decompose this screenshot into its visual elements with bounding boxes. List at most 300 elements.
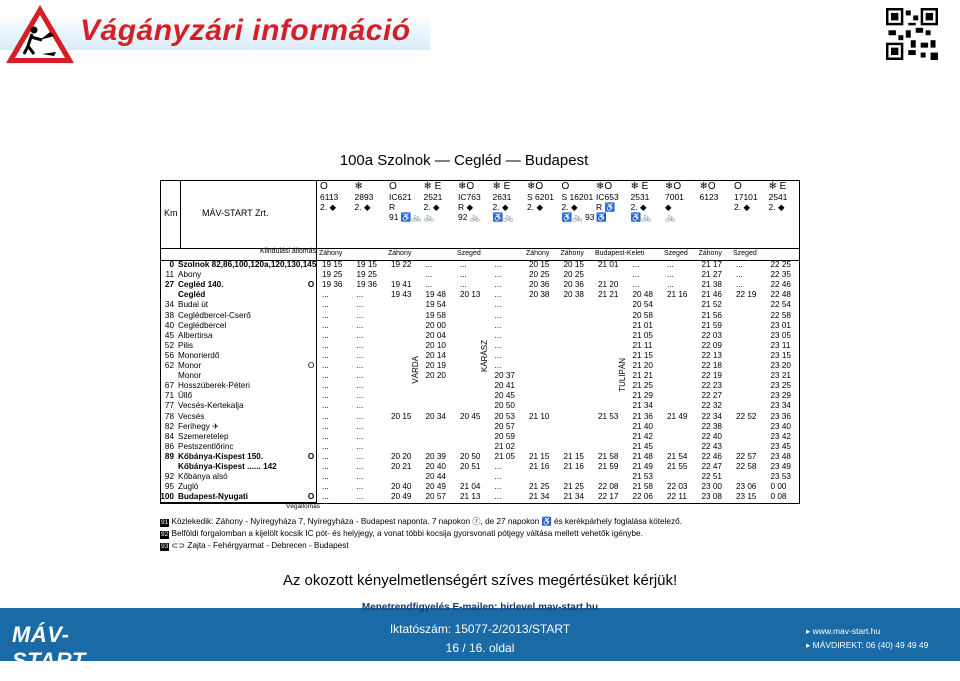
footnotes bbox=[160, 516, 682, 552]
time-cell: 23 15 bbox=[736, 492, 757, 502]
station-name: Kőbánya alsó bbox=[178, 472, 228, 482]
time-cell: ... bbox=[356, 350, 364, 360]
train-origin: Záhony bbox=[560, 250, 584, 257]
time-cell: 23 34 bbox=[770, 401, 791, 411]
time-cell: 21 38 bbox=[701, 280, 722, 290]
station-km: 0 bbox=[169, 260, 174, 269]
time-cell: 22 17 bbox=[598, 492, 619, 502]
train-origin: Záhony bbox=[698, 250, 722, 257]
time-cell: 21 53 bbox=[598, 411, 619, 421]
station-row bbox=[160, 280, 320, 290]
time-cell: ... bbox=[736, 270, 743, 280]
train-feat: 🚲 bbox=[423, 212, 435, 222]
train-num: 2541 bbox=[768, 192, 788, 202]
time-cell: ... bbox=[322, 300, 329, 310]
time-cell: 20 25 bbox=[529, 270, 550, 280]
time-cell: 20 34 bbox=[425, 411, 446, 421]
time-cell: 22 18 bbox=[701, 361, 722, 370]
time-cell: 19 41 bbox=[391, 280, 412, 290]
time-cell: ... bbox=[460, 270, 467, 280]
station-name: Kőbánya-Kispest 150. bbox=[178, 451, 264, 461]
station-row bbox=[160, 290, 320, 300]
station-name: Budapest-Nyugati bbox=[178, 492, 249, 502]
time-cell: 20 04 bbox=[425, 330, 446, 340]
time-cell: 21 11 bbox=[632, 340, 653, 350]
station-marker: O bbox=[307, 451, 315, 461]
time-cell: 22 25 bbox=[770, 260, 791, 269]
station-km: 89 bbox=[164, 451, 174, 461]
station-km: 38 bbox=[164, 310, 174, 320]
time-cell: ... bbox=[356, 320, 364, 330]
time-cell: ... bbox=[356, 340, 364, 350]
train-origin: Záhony bbox=[388, 250, 412, 257]
time-cell: ... bbox=[356, 462, 364, 471]
time-cell: 22 13 bbox=[701, 350, 722, 360]
train-header bbox=[631, 182, 665, 222]
station-name: Üllő bbox=[178, 391, 193, 401]
train-header bbox=[734, 182, 768, 212]
time-cell: 20 57 bbox=[494, 421, 515, 431]
station-row bbox=[160, 442, 320, 452]
time-cell: 20 15 bbox=[563, 260, 584, 269]
time-cell: 20 36 bbox=[563, 280, 584, 290]
train-origin: Szeged bbox=[733, 250, 757, 257]
station-name: Vecsés-Kertekalja bbox=[178, 401, 244, 411]
time-cell: ... bbox=[322, 431, 329, 441]
train-feat: ♿ bbox=[596, 212, 607, 222]
time-cell: ... bbox=[322, 340, 329, 350]
time-cell: ... bbox=[736, 280, 743, 290]
time-cell: 23 08 bbox=[701, 492, 722, 502]
time-cell: 20 54 bbox=[632, 300, 653, 310]
time-cell: ... bbox=[632, 260, 640, 269]
time-cell: ... bbox=[322, 320, 329, 330]
station-row bbox=[160, 482, 320, 492]
contact-info bbox=[806, 624, 928, 652]
time-cell: ... bbox=[356, 361, 364, 370]
time-cell: ... bbox=[322, 492, 329, 502]
train-sym: ❄O bbox=[665, 181, 682, 192]
time-cell: ... bbox=[632, 270, 640, 280]
time-cell: 21 54 bbox=[667, 451, 688, 461]
time-cell: 21 25 bbox=[563, 482, 584, 492]
station-km: 27 bbox=[164, 280, 174, 290]
train-num: S 6201 bbox=[527, 192, 554, 202]
train-cls: 2. ◆ bbox=[423, 202, 440, 212]
train-origin: Budapest-Keleti bbox=[595, 250, 645, 257]
arrival-station-header: Végállomás bbox=[286, 503, 320, 510]
train-num: 2531 bbox=[630, 192, 650, 202]
time-cell: 22 43 bbox=[701, 441, 722, 451]
station-name: Monor bbox=[178, 371, 202, 381]
time-cell: 20 45 bbox=[460, 411, 481, 421]
time-cell: 20 00 bbox=[425, 320, 446, 330]
time-cell: 21 15 bbox=[529, 451, 550, 461]
train-header bbox=[389, 182, 423, 222]
website-link[interactable]: ▸ www.mav-start.hu bbox=[806, 626, 881, 636]
time-cell: 20 53 bbox=[494, 411, 515, 421]
station-name: Pilis bbox=[178, 340, 194, 350]
timetable-title: 100a Szolnok — Cegléd — Budapest bbox=[339, 152, 589, 169]
time-cell: 23 15 bbox=[770, 350, 791, 360]
train-sym: ❄ E bbox=[630, 181, 649, 192]
time-cell: 21 58 bbox=[632, 482, 653, 492]
train-origin: Szeged bbox=[457, 250, 481, 257]
time-cell: ... bbox=[356, 472, 364, 482]
train-cls: 2. ◆ bbox=[354, 202, 371, 212]
time-cell: ... bbox=[425, 280, 433, 290]
train-num: 7001 bbox=[665, 192, 684, 202]
time-cell: 19 15 bbox=[322, 260, 343, 269]
train-num: 2521 bbox=[423, 192, 443, 202]
time-cell: ... bbox=[322, 330, 329, 340]
time-cell: ... bbox=[356, 371, 364, 381]
time-cell: 0 00 bbox=[770, 482, 787, 492]
time-cell: ... bbox=[494, 462, 502, 471]
station-km: 95 bbox=[164, 482, 174, 492]
station-km: 77 bbox=[164, 401, 174, 411]
time-cell: 22 27 bbox=[701, 391, 722, 401]
station-row bbox=[160, 331, 320, 341]
time-cell: 21 59 bbox=[598, 462, 619, 471]
qr-code-icon bbox=[886, 8, 938, 60]
operator-header: MÁV-START Zrt. bbox=[202, 208, 269, 218]
train-sym: ❄ E bbox=[492, 181, 511, 192]
page-number: 16 / 16. oldal bbox=[445, 641, 515, 655]
footnote bbox=[160, 516, 682, 528]
time-cell: ... bbox=[667, 260, 674, 269]
time-cell: 20 37 bbox=[494, 371, 515, 381]
time-cell: ... bbox=[322, 421, 329, 431]
reference-number: Iktatószám: 15077-2/2013/START bbox=[389, 622, 571, 636]
time-cell: 23 48 bbox=[770, 451, 791, 461]
station-name: Hosszúberek-Péteri bbox=[178, 381, 250, 391]
time-cell: 23 05 bbox=[770, 330, 791, 340]
station-km: 71 bbox=[164, 391, 174, 401]
time-cell: 21 05 bbox=[494, 451, 515, 461]
train-cls: 2. ◆ bbox=[734, 202, 750, 212]
station-row bbox=[160, 341, 320, 351]
departure-station-header: Kiindulási állomás bbox=[260, 248, 317, 255]
time-cell: 19 25 bbox=[322, 270, 343, 280]
time-cell: ... bbox=[356, 482, 364, 492]
time-cell: 21 49 bbox=[632, 462, 653, 471]
banner-title: Vágányzári információ bbox=[80, 14, 411, 47]
time-cell: 21 40 bbox=[632, 421, 653, 431]
train-sym: ❄ E bbox=[768, 181, 787, 192]
time-cell: 20 38 bbox=[563, 290, 584, 300]
time-cell: ... bbox=[322, 441, 329, 451]
train-num: S 16201 bbox=[561, 192, 594, 202]
train-header bbox=[320, 182, 354, 212]
time-cell: 22 19 bbox=[701, 371, 722, 381]
station-name: Zugló bbox=[178, 482, 199, 492]
time-cell: 20 15 bbox=[391, 411, 412, 421]
station-row bbox=[160, 401, 320, 411]
route-label-varda: VÁRDA bbox=[411, 356, 420, 384]
time-cell: ... bbox=[425, 270, 433, 280]
time-cell: ... bbox=[322, 482, 329, 492]
time-cell: ... bbox=[356, 492, 364, 502]
time-cell: ... bbox=[494, 330, 502, 340]
time-cell: 22 51 bbox=[701, 472, 722, 482]
time-cell: ... bbox=[322, 381, 329, 391]
station-km: 45 bbox=[164, 330, 174, 340]
station-row bbox=[160, 351, 320, 361]
station-row bbox=[160, 492, 320, 502]
time-cell: ... bbox=[356, 381, 364, 391]
time-cell: ... bbox=[632, 280, 640, 290]
station-name: Szemeretelep bbox=[178, 431, 229, 441]
footnote-tag: 92 bbox=[161, 531, 169, 538]
time-cell: ... bbox=[494, 310, 502, 320]
time-cell: 20 51 bbox=[460, 462, 481, 471]
time-cell: ... bbox=[356, 310, 364, 320]
station-row bbox=[160, 321, 320, 331]
time-cell: 22 58 bbox=[770, 310, 791, 320]
time-cell: 20 20 bbox=[391, 451, 412, 461]
train-cls: 2. ◆ bbox=[630, 202, 647, 212]
time-cell: 21 15 bbox=[563, 451, 584, 461]
train-cls: 2. ◆ bbox=[768, 202, 785, 212]
time-cell: 22 23 bbox=[701, 381, 722, 391]
station-name: Vecsés bbox=[178, 411, 205, 421]
train-header bbox=[665, 182, 699, 222]
train-header bbox=[562, 182, 596, 222]
time-cell: ... bbox=[356, 441, 364, 451]
station-km: 40 bbox=[164, 320, 174, 330]
time-cell: 21 04 bbox=[460, 482, 481, 492]
time-cell: ... bbox=[494, 260, 502, 269]
train-sym: ❄ E bbox=[423, 181, 442, 192]
time-cell: 21 42 bbox=[632, 431, 653, 441]
time-cell: ... bbox=[494, 280, 502, 290]
time-cell: 19 15 bbox=[356, 260, 377, 269]
station-km: 62 bbox=[164, 361, 174, 370]
time-cell: 20 50 bbox=[494, 401, 515, 411]
time-cell: 21 16 bbox=[529, 462, 550, 471]
time-cell: 21 25 bbox=[632, 381, 653, 391]
station-km: 11 bbox=[165, 270, 174, 280]
station-km: 56 bbox=[164, 350, 174, 360]
time-cell: 21 55 bbox=[667, 462, 688, 471]
train-num: IC653 bbox=[596, 192, 619, 202]
time-cell: 20 25 bbox=[563, 270, 584, 280]
time-cell: 23 25 bbox=[770, 381, 791, 391]
station-name: Ceglédbercel-Cserő bbox=[178, 310, 251, 320]
station-row bbox=[160, 361, 320, 371]
newsletter-email[interactable]: Menetrendfigyelés E-mailen: hirlevel.mav-start.hu bbox=[361, 602, 599, 613]
station-marker: O bbox=[307, 280, 315, 290]
station-km: 100 bbox=[160, 492, 174, 502]
station-name: Budai út bbox=[178, 300, 209, 310]
station-name: Ferihegy ✈ bbox=[178, 421, 219, 431]
train-header bbox=[458, 182, 492, 222]
station-km: 82 bbox=[164, 421, 174, 431]
time-cell: 23 21 bbox=[770, 371, 791, 381]
time-cell: 20 41 bbox=[494, 381, 515, 391]
time-cell: ... bbox=[322, 411, 329, 421]
time-cell: 20 59 bbox=[494, 431, 515, 441]
timetable bbox=[160, 180, 800, 514]
time-cell: ... bbox=[460, 280, 467, 290]
station-km: 92 bbox=[164, 472, 174, 482]
time-cell: 19 58 bbox=[425, 310, 446, 320]
time-cell: 22 57 bbox=[736, 451, 757, 461]
train-cls: 2. ◆ bbox=[527, 202, 543, 212]
time-cell: ... bbox=[322, 401, 329, 411]
time-cell: ... bbox=[322, 290, 329, 300]
train-num: 6123 bbox=[699, 192, 719, 202]
time-cell: 22 06 bbox=[632, 492, 653, 502]
train-header bbox=[596, 182, 630, 222]
time-cell: 21 10 bbox=[529, 411, 550, 421]
station-row bbox=[160, 300, 320, 310]
station-name: Kőbánya-Kispest ...... 142 bbox=[178, 462, 277, 471]
time-cell: 19 48 bbox=[425, 290, 446, 300]
time-cell: 19 43 bbox=[391, 290, 412, 300]
roadwork-sign-icon bbox=[4, 2, 76, 66]
time-cell: 22 32 bbox=[701, 401, 722, 411]
time-cell: ... bbox=[667, 280, 674, 290]
time-cell: 21 25 bbox=[529, 482, 550, 492]
time-cell: 21 34 bbox=[529, 492, 550, 502]
time-cell: 21 21 bbox=[598, 290, 619, 300]
time-cell: ... bbox=[494, 300, 502, 310]
train-cls: ◆ bbox=[665, 202, 672, 212]
time-cell: 0 08 bbox=[770, 492, 787, 502]
time-cell: 20 21 bbox=[391, 462, 412, 471]
time-cell: ... bbox=[425, 260, 433, 269]
station-row bbox=[160, 381, 320, 391]
time-cell: 22 11 bbox=[667, 492, 687, 502]
station-row bbox=[160, 472, 320, 482]
time-cell: 20 49 bbox=[391, 492, 412, 502]
time-cell: ... bbox=[667, 270, 674, 280]
time-cell: 20 36 bbox=[529, 280, 550, 290]
time-cell: 21 15 bbox=[632, 350, 653, 360]
train-header bbox=[527, 182, 561, 212]
train-header bbox=[769, 182, 803, 212]
time-cell: 21 20 bbox=[632, 361, 653, 370]
time-cell: 20 10 bbox=[425, 340, 446, 350]
time-cell: ... bbox=[494, 350, 502, 360]
station-row bbox=[160, 432, 320, 442]
station-row bbox=[160, 462, 320, 472]
time-cell: 21 53 bbox=[632, 472, 653, 482]
train-origin: Záhony bbox=[319, 250, 343, 257]
time-cell: 21 16 bbox=[667, 290, 688, 300]
time-cell: ... bbox=[494, 290, 502, 300]
time-cell: 22 08 bbox=[598, 482, 619, 492]
time-cell: 21 49 bbox=[667, 411, 688, 421]
time-cell: 21 34 bbox=[563, 492, 584, 502]
station-name: Szolnok 82,86,100,120a,120,130,145 bbox=[178, 260, 317, 269]
station-row bbox=[160, 452, 320, 462]
station-marker: O bbox=[307, 492, 315, 502]
time-cell: ... bbox=[356, 431, 364, 441]
train-sym: O bbox=[561, 181, 570, 192]
time-cell: 23 53 bbox=[770, 472, 791, 482]
time-cell: 21 02 bbox=[494, 441, 515, 451]
footnote-tag: 91 bbox=[161, 519, 169, 526]
time-cell: ... bbox=[322, 462, 329, 471]
time-cell: ... bbox=[322, 451, 329, 461]
time-cell: 20 19 bbox=[425, 361, 446, 370]
footnote bbox=[160, 540, 682, 552]
time-cell: ... bbox=[322, 361, 329, 370]
footnote-text: ⊂⊃ Zajta - Fehérgyarmat - Debrecen - Budapest bbox=[169, 541, 349, 550]
time-cell: 20 45 bbox=[494, 391, 515, 401]
time-cell: ... bbox=[356, 411, 364, 421]
train-header bbox=[355, 182, 389, 212]
time-cell: 20 13 bbox=[460, 290, 481, 300]
time-cell: 23 06 bbox=[736, 482, 757, 492]
time-cell: 21 16 bbox=[563, 462, 584, 471]
train-header bbox=[424, 182, 458, 222]
time-cell: 22 52 bbox=[736, 411, 757, 421]
train-columns bbox=[316, 182, 800, 270]
station-row bbox=[160, 260, 320, 270]
station-km: 52 bbox=[164, 340, 174, 350]
time-cell: ... bbox=[494, 320, 502, 330]
train-feat: ♿🚲 bbox=[492, 212, 514, 222]
station-name: Cegléd 140. bbox=[178, 280, 224, 290]
time-cell: 20 44 bbox=[425, 472, 446, 482]
time-cell: ... bbox=[356, 421, 364, 431]
time-cell: 22 58 bbox=[736, 462, 757, 471]
apology-text: Az okozott kényelmetlenségért szíves megértésüket kérjük! bbox=[282, 572, 678, 589]
time-cell: 21 01 bbox=[598, 260, 619, 269]
train-sym: ❄O bbox=[458, 181, 475, 192]
train-feat: 92 🚲 bbox=[458, 212, 481, 222]
footnote bbox=[160, 528, 682, 540]
time-cell: 21 48 bbox=[632, 451, 653, 461]
footnote-tag: 93 bbox=[161, 543, 169, 550]
time-cell: 22 46 bbox=[770, 280, 791, 290]
time-cell: 20 39 bbox=[425, 451, 446, 461]
time-cell: 21 21 bbox=[632, 371, 653, 381]
time-cell: 22 19 bbox=[736, 290, 757, 300]
divider bbox=[180, 180, 181, 248]
station-km: 34 bbox=[164, 300, 174, 310]
train-num: 2631 bbox=[492, 192, 512, 202]
train-cls: R bbox=[389, 202, 396, 212]
station-km: 84 bbox=[164, 431, 174, 441]
station-marker: O bbox=[307, 361, 315, 370]
time-cell: 23 20 bbox=[770, 361, 791, 370]
station-name: Abony bbox=[178, 270, 202, 280]
time-cell: 23 01 bbox=[770, 320, 791, 330]
time-cell: 21 01 bbox=[632, 320, 653, 330]
time-cell: 22 54 bbox=[770, 300, 791, 310]
train-cls: R ◆ bbox=[458, 202, 474, 212]
station-row bbox=[160, 371, 320, 381]
train-feat: ♿🚲 bbox=[630, 212, 652, 222]
time-cell: 23 36 bbox=[770, 411, 791, 421]
train-cls: 2. ◆ bbox=[561, 202, 578, 212]
station-row bbox=[160, 311, 320, 321]
time-cell: ... bbox=[322, 350, 329, 360]
time-cell: 22 34 bbox=[701, 411, 722, 421]
time-cell: ... bbox=[494, 270, 502, 280]
time-cell: 20 20 bbox=[425, 371, 446, 381]
train-sym: ❄O bbox=[596, 181, 613, 192]
train-cls: 2. ◆ bbox=[492, 202, 509, 212]
time-cell: ... bbox=[356, 401, 364, 411]
time-cell: 21 13 bbox=[460, 492, 481, 502]
footer bbox=[0, 602, 960, 681]
